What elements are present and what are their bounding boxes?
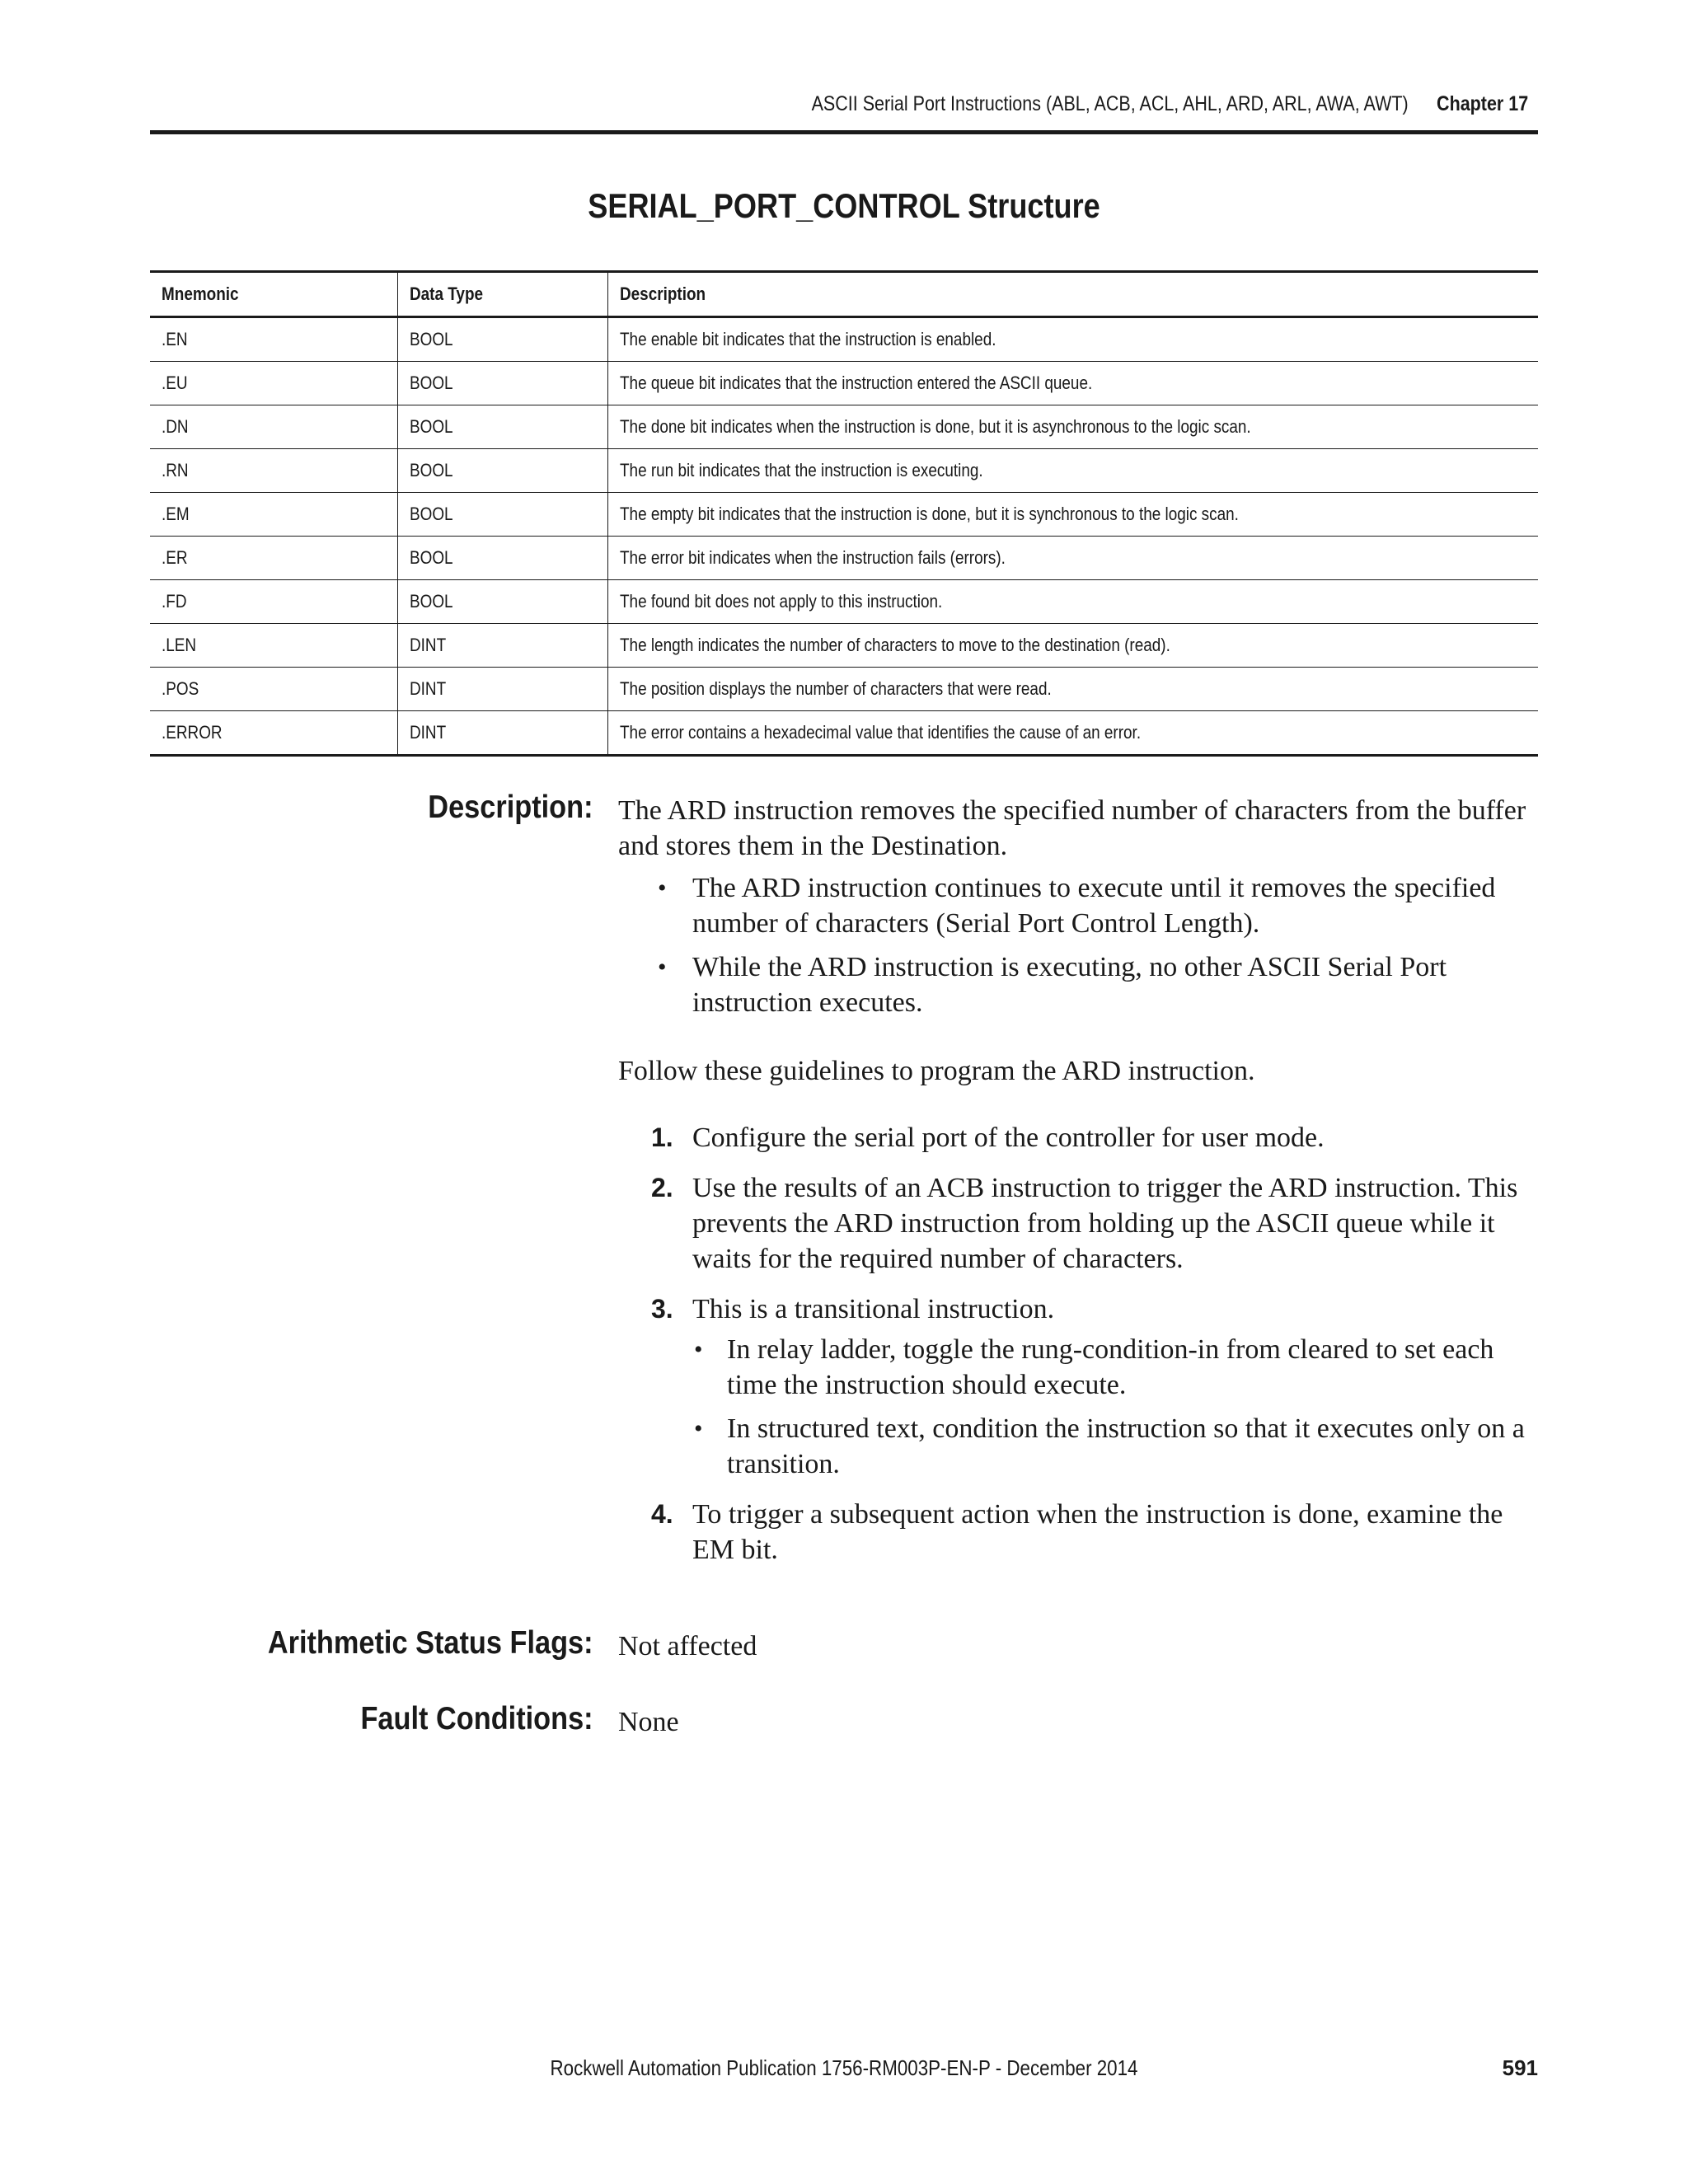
arithmetic-flags-heading: Arithmetic Status Flags:: [268, 1625, 593, 1661]
table-row: [150, 449, 1538, 493]
structure-table: [150, 270, 1538, 757]
cell-mnemonic: .EU: [162, 373, 188, 393]
cell-data-type: BOOL: [398, 580, 608, 624]
step-number: 4.: [651, 1499, 673, 1529]
cell-description: The run bit indicates that the instruction is executing.: [608, 449, 1539, 493]
fault-conditions-value: None: [618, 1707, 679, 1737]
cell-data-type: BOOL: [398, 405, 608, 449]
column-header-description: Description: [608, 272, 1539, 317]
table-row: [150, 711, 1538, 756]
cell-data-type: BOOL: [398, 493, 608, 537]
description-bullet-list: [618, 870, 1538, 1020]
cell-data-type: BOOL: [398, 537, 608, 580]
cell-mnemonic: .RN: [162, 460, 189, 480]
step-text: Configure the serial port of the controller for user mode.: [692, 1122, 1325, 1153]
table-title: SERIAL_PORT_CONTROL Structure: [588, 186, 1100, 225]
step-number: 2.: [651, 1173, 673, 1202]
guidelines-intro: Follow these guidelines to program the ARD instruction.: [618, 1056, 1255, 1086]
guidelines-steps: [618, 1120, 1538, 1568]
cell-data-type: DINT: [398, 668, 608, 711]
table-row: [150, 405, 1538, 449]
cell-description: The enable bit indicates that the instruction is enabled.: [608, 317, 1539, 362]
cell-mnemonic: .LEN: [162, 635, 197, 655]
cell-description: The position displays the number of characters that were read.: [608, 668, 1539, 711]
cell-data-type: BOOL: [398, 362, 608, 405]
cell-description: The found bit does not apply to this instruction.: [608, 580, 1539, 624]
header-rule: [150, 130, 1538, 134]
cell-mnemonic: .EN: [162, 329, 188, 349]
table-row: [150, 317, 1538, 362]
list-item: [618, 1497, 1538, 1568]
step-text: This is a transitional instruction.: [692, 1294, 1055, 1324]
arithmetic-flags-value: Not affected: [618, 1631, 757, 1661]
fault-conditions-heading: Fault Conditions:: [360, 1701, 593, 1736]
table-row: [150, 537, 1538, 580]
list-item: • In structured text, condition the instruction so that it executes only on a transition.: [692, 1411, 1538, 1482]
sub-bullet-list: [692, 1332, 1538, 1482]
cell-description: The done bit indicates when the instruction is done, but it is asynchronous to the logic scan.: [608, 405, 1539, 449]
step-text: Use the results of an ACB instruction to trigger the ARD instruction. This prevents the ARD instruction from holding up the ASCII queue while it waits for the required number of characters.: [692, 1173, 1518, 1274]
step-number: 3.: [651, 1294, 673, 1324]
cell-data-type: DINT: [398, 711, 608, 756]
cell-mnemonic: .ERROR: [162, 722, 223, 743]
list-item: • The ARD instruction continues to execute until it removes the specified number of characters (Serial Port Control Length).: [618, 870, 1538, 941]
cell-mnemonic: .ER: [162, 547, 188, 568]
cell-mnemonic: .DN: [162, 416, 189, 437]
cell-description: The error contains a hexadecimal value that identifies the cause of an error.: [608, 711, 1539, 756]
cell-mnemonic: .EM: [162, 504, 190, 524]
table-row: [150, 580, 1538, 624]
description-body: [618, 793, 1538, 1582]
page-number: 591: [1502, 2055, 1538, 2080]
cell-data-type: BOOL: [398, 449, 608, 493]
cell-description: The empty bit indicates that the instruction is done, but it is synchronous to the logic scan.: [608, 493, 1539, 537]
header-chapter: Chapter 17: [1436, 92, 1528, 115]
header-title: ASCII Serial Port Instructions (ABL, ACB, ACL, AHL, ARD, ARL, AWA, AWT): [811, 92, 1409, 115]
table-row: [150, 668, 1538, 711]
cell-description: The queue bit indicates that the instruction entered the ASCII queue.: [608, 362, 1539, 405]
table-header-row: [150, 272, 1538, 317]
column-header-data-type: Data Type: [398, 272, 608, 317]
cell-mnemonic: .POS: [162, 678, 199, 699]
description-intro: The ARD instruction removes the specified number of characters from the buffer and stores them in the Destination.: [618, 795, 1526, 861]
list-item: [618, 1120, 1538, 1155]
table-row: [150, 362, 1538, 405]
table-row: [150, 493, 1538, 537]
cell-mnemonic: .FD: [162, 591, 187, 612]
cell-description: The length indicates the number of characters to move to the destination (read).: [608, 624, 1539, 668]
description-heading: Description:: [428, 790, 593, 825]
cell-description: The error bit indicates when the instruction fails (errors).: [608, 537, 1539, 580]
running-header: [811, 92, 1528, 116]
footer-publication: Rockwell Automation Publication 1756-RM003P-EN-P - December 2014: [550, 2055, 1138, 2080]
list-item: [618, 1291, 1538, 1482]
cell-data-type: DINT: [398, 624, 608, 668]
step-text: To trigger a subsequent action when the instruction is done, examine the EM bit.: [692, 1499, 1503, 1565]
list-item: • In relay ladder, toggle the rung-condition-in from cleared to set each time the instruction should execute.: [692, 1332, 1538, 1403]
list-item: • While the ARD instruction is executing, no other ASCII Serial Port instruction executes.: [618, 949, 1538, 1020]
list-item: [618, 1170, 1538, 1277]
cell-data-type: BOOL: [398, 317, 608, 362]
table-row: [150, 624, 1538, 668]
step-number: 1.: [651, 1122, 673, 1152]
column-header-mnemonic: Mnemonic: [162, 284, 239, 304]
